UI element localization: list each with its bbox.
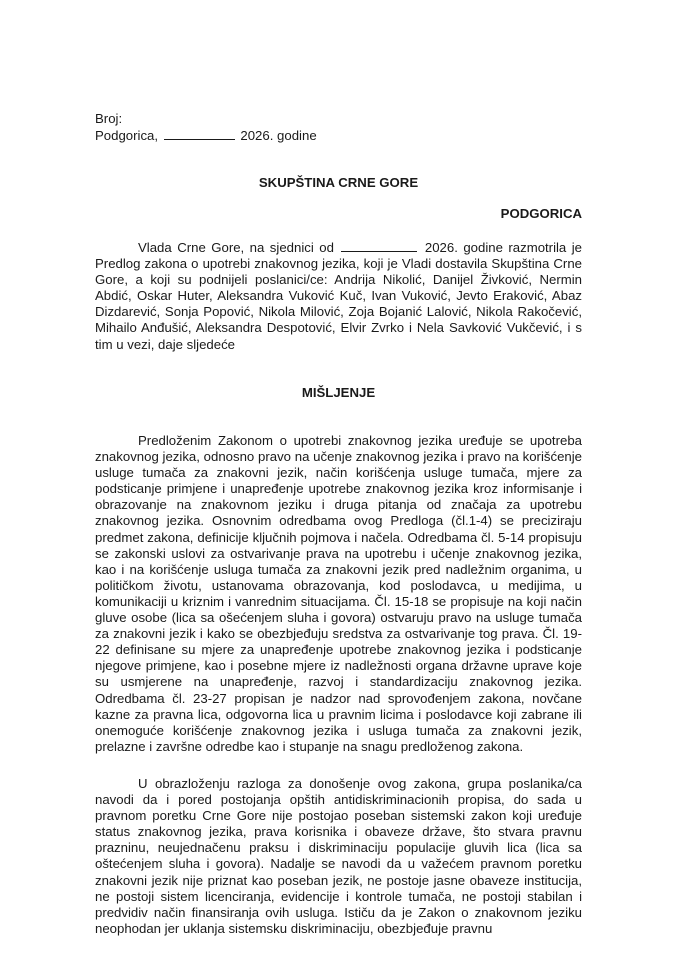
session-date-blank-field: [341, 239, 417, 252]
intro-prefix: Vlada Crne Gore, na sjednici od: [138, 240, 334, 255]
body-paragraph-2: [95, 776, 582, 937]
reference-number-label: Broj:: [95, 111, 123, 126]
recipient-city: PODGORICA: [500, 206, 582, 221]
document-header: [95, 111, 582, 144]
intro-paragraph: [95, 239, 582, 353]
section-title: MIŠLJENJE: [301, 385, 376, 400]
paragraph-text: Predloženim Zakonom o upotrebi znakovnog jezika uređuje se upotreba znakovnog jezika, odnosno pravo na učenje znakovnog jezika i pravo na korišćenje usluge tumača za znakovni jezik, način korišćenja usluge tumača, mjere za podsticanje primjene i unapređenje upotrebe znakovnog jezika kroz informisanje i obrazovanje na znakovnom jeziku i druga pitanja od značaja za upotrebu znakovnog jezika. Osnovnim odredbama ovog Predloga (čl.1-4) se preciziraju predmet zakona, definicije ključnih pojmova i načela. Odredbama čl. 5-14 propisuju se zakonski uslovi za ostvarivanje prava na upotrebu i učenje znakovnog jezika, kao i na korišćenje usluga tumača za znakovni jezik pred nadležnim organima, u političkom životu, ustanovama obrazovanja, kod poslodavca, u medijima, u komunikaciji u kriznim i vanrednim situacijama. Čl. 15-18 se propisuje na koji način gluve osobe (lica sa ošećenjem sluha i govora) ostvaruju pravo na usluge tumača za znakovni jezik i kako se obezbjeđuju sredstva za ostvarivanje tog prava. Čl. 19-22 definisane su mjere za unapređenje upotrebe znakovnog jezika i podsticanje njegove primjene, kao i posebne mjere iz nadležnosti organa državne uprave koje su usmjerene na unapređenje, razvoj i standardizaciju znakovnog jezika. Odredbama čl. 23-27 propisan je nadzor nad sprovođenjem zakona, novčane kazne za pravna lica, odgovorna lica u pravnim licima i poslodavce koji zabrane ili onemoguće korišćenje znakovnog jezika i usluga tumača za znakovni jezik, prelazne i završne odredbe kao i stupanje na snagu predloženog zakona.: [95, 433, 582, 754]
paragraph-text: U obrazloženju razloga za donošenje ovog zakona, grupa poslanika/ca navodi da i pored postojanja opštih antidiskriminacionih propisa, do sada u pravnom poretku Crne Gore nije postojao poseban sistemski zakon koji uređuje status znakovnog jezika, prava korisnika i obaveze države, što stvara pravnu prazninu, neujednačenu praksu i diskriminaciju populacije gluvih lica (lica sa oštećenjem sluha i govora). Nadalje se navodi da u važećem pravnom poretku znakovni jezik nije priznat kao poseban jezik, ne postoje jasne obaveze institucija, ne postoji sistem licenciranja, evidencije i kontrole tumača, ne postoji stabilan i predvidiv način finansiranja ovih usluga. Ističu da je Zakon o znakovnom jeziku neophodan jer uklanja sistemsku diskriminaciju, obezbjeđuje pravnu: [95, 776, 582, 936]
place-label: Podgorica,: [95, 128, 159, 144]
date-blank-field: [164, 127, 235, 140]
place-date-line: [95, 127, 582, 144]
intro-text: 2026. godine razmotrila je Predlog zakona o upotrebi znakovnog jezika, koji je Vladi dostavila Skupština Crne Gore, a koji su podnijeli poslanici/ce: Andrija Nikolić, Danijel Živković, Nermin Abdić, Oskar Huter, Aleksandra Vuković Kuč, Ivan Vuković, Jevto Eraković, Abaz Dizdarević, Sonja Popović, Nikola Milović, Zoja Bojanić Lalović, Nikola Rakočević, Mihailo Anđušić, Aleksandra Despotović, Elvir Zvrko i Nela Savković Vukčević, i s tim u vezi, daje sljedeće: [95, 240, 582, 352]
body-paragraph-1: [95, 433, 582, 755]
year-label: 2026. godine: [240, 128, 317, 144]
recipient-institution: SKUPŠTINA CRNE GORE: [258, 175, 419, 190]
